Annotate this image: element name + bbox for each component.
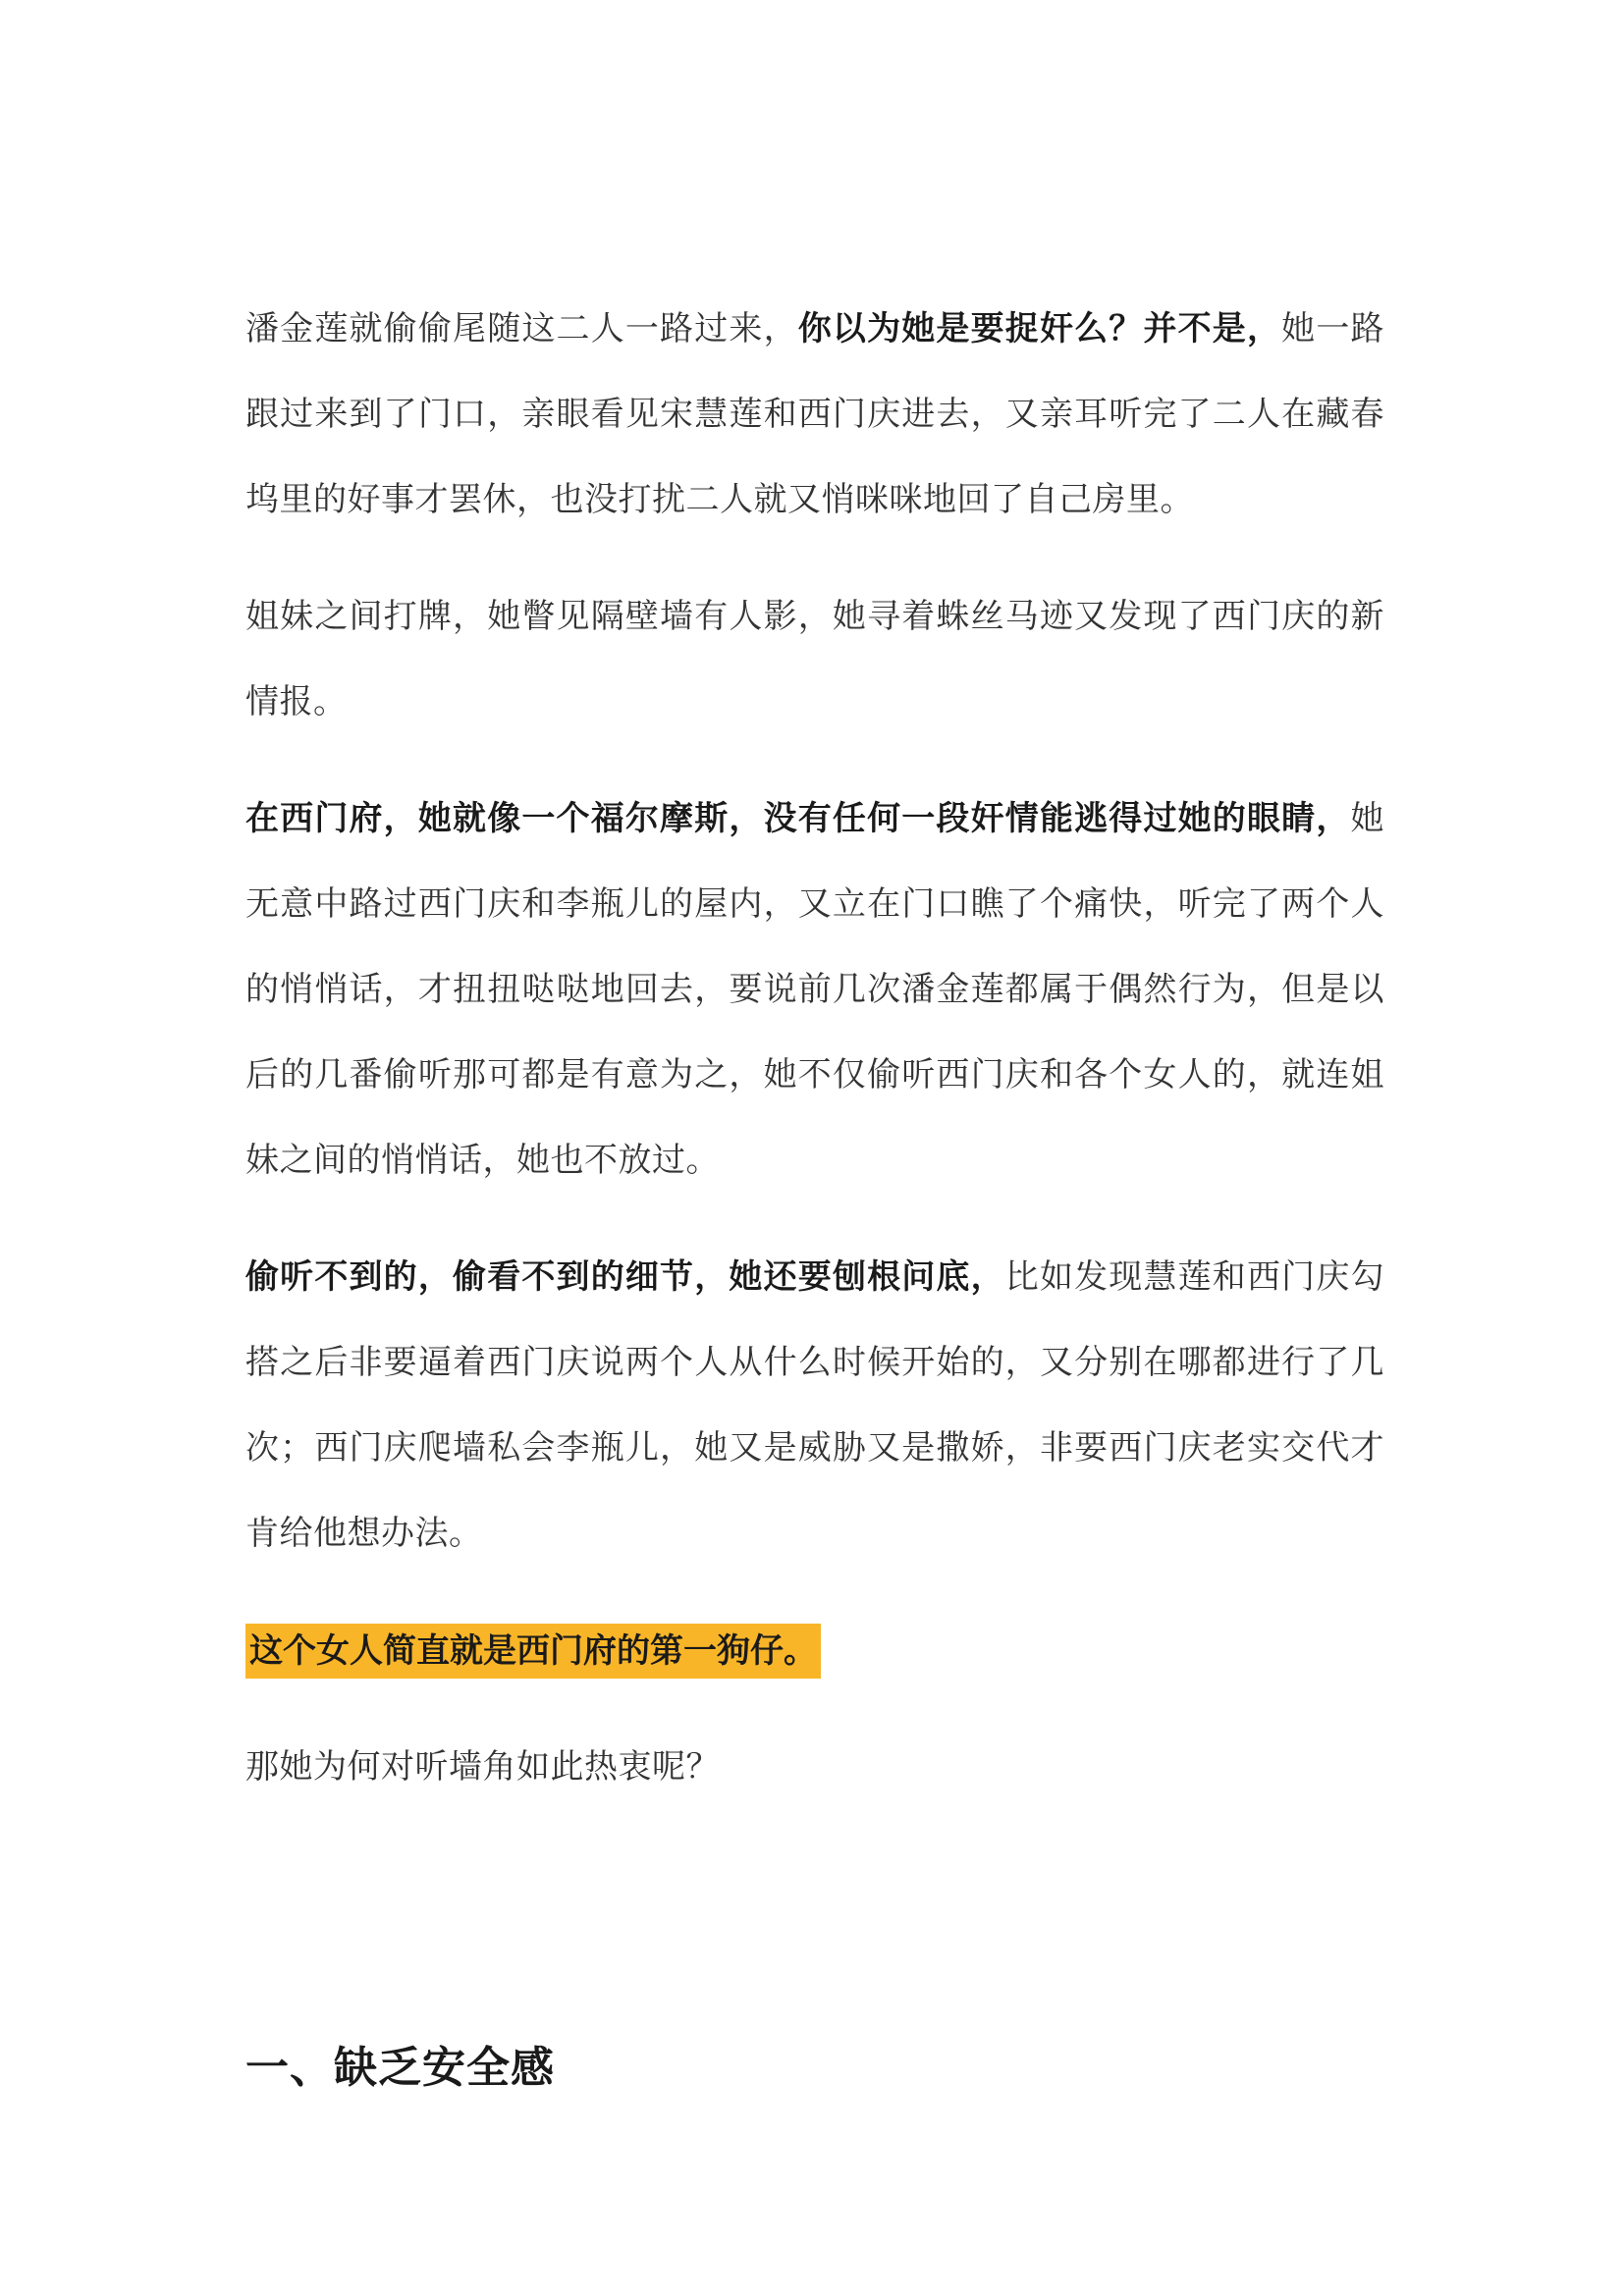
- paragraph-6-text: 那她为何对听墙角如此热衷呢？: [245, 1747, 720, 1787]
- highlight-line: [245, 1608, 1384, 1693]
- paragraph-1-text-a: 潘金莲就偷偷尾随这二人一路过来，: [245, 309, 798, 348]
- section-heading: 一、缺乏安全感: [245, 2043, 555, 2093]
- paragraph-6: [245, 1725, 1384, 1810]
- paragraph-2: [245, 574, 1384, 745]
- article-body: [245, 287, 1384, 1810]
- paragraph-1-bold: 你以为她是要捉奸么？并不是，: [797, 309, 1282, 348]
- paragraph-1-text-b: 她一路跟过来到了门口，亲眼看见宋慧莲和西门庆进去，又亲耳听完了二人在藏春坞里的好事才罢休，也没打扰二人就又悄咪咪地回了自己房里。: [245, 309, 1384, 519]
- paragraph-4-text: 比如发现慧莲和西门庆勾搭之后非要逼着西门庆说两个人从什么时候开始的，又分别在哪都进行了几次；西门庆爬墙私会李瓶儿，她又是威胁又是撒娇，非要西门庆老实交代才肯给他想办法。: [245, 1257, 1384, 1553]
- paragraph-3-text: 她无意中路过西门庆和李瓶儿的屋内，又立在门口瞧了个痛快，听完了两个人的悄悄话，才扭扭哒哒地回去，要说前几次潘金莲都属于偶然行为，但是以后的几番偷听那可都是有意为之，她不仅偷听西门庆和各个女人的，就连姐妹之间的悄悄话，她也不放过。: [245, 799, 1384, 1180]
- paragraph-2-text: 姐妹之间打牌，她瞥见隔壁墙有人影，她寻着蛛丝马迹又发现了西门庆的新情报。: [245, 597, 1384, 721]
- paragraph-4-bold: 偷听不到的，偷看不到的细节，她还要刨根问底，: [245, 1257, 1005, 1297]
- paragraph-4: [245, 1235, 1384, 1576]
- paragraph-3: [245, 776, 1384, 1203]
- paragraph-1: [245, 287, 1384, 543]
- highlighted-quote: 这个女人简直就是西门府的第一狗仔。: [245, 1624, 821, 1679]
- paragraph-3-bold: 在西门府，她就像一个福尔摩斯，没有任何一段奸情能逃得过她的眼睛，: [245, 799, 1351, 838]
